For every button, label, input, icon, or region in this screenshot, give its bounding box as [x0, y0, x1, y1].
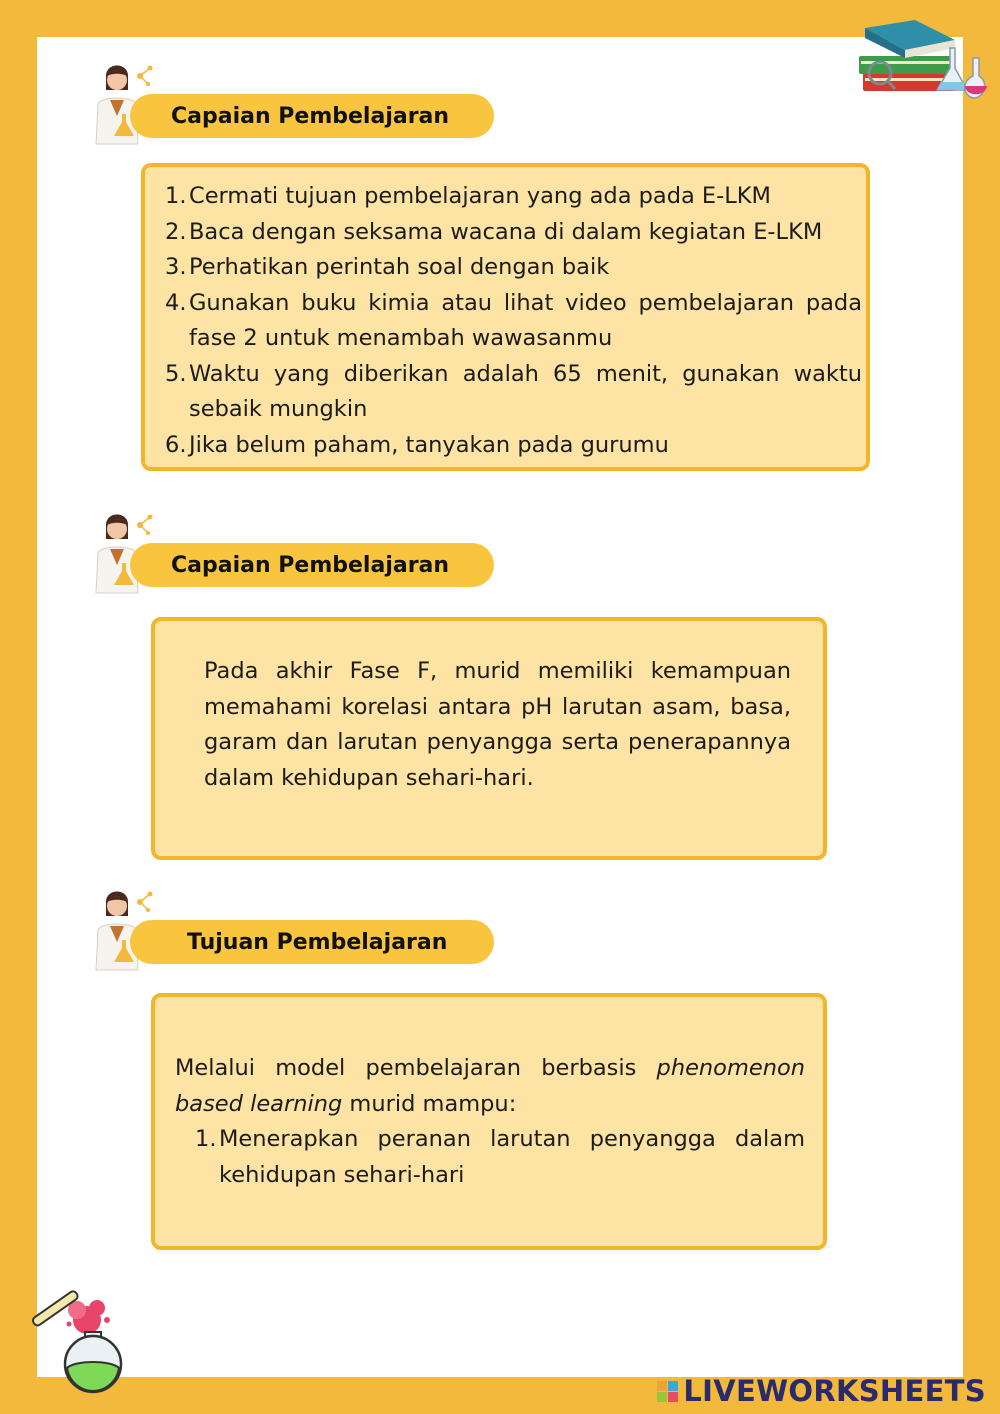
list-text: Perhatikan perintah soal dengan baik [189, 254, 610, 280]
tujuan-card [151, 993, 827, 1250]
list-item [165, 286, 862, 357]
intro-text: Melalui model pembelajaran berbasis [175, 1055, 657, 1081]
intro-emphasis: phenomenon based learning [175, 1055, 805, 1117]
list-item [165, 357, 862, 428]
tujuan-body [175, 1051, 805, 1193]
tujuan-list [195, 1122, 805, 1193]
brand-text: LIVEWORKSHEETS [683, 1374, 986, 1408]
capaian-card [151, 617, 827, 860]
list-text: Menerapkan peranan larutan penyangga dalam kehidupan sehari-hari [219, 1126, 805, 1188]
liveworksheets-logo-icon [657, 1381, 678, 1402]
list-item [165, 250, 862, 286]
list-text: Cermati tujuan pembelajaran yang ada pada E-LKM [189, 183, 771, 209]
capaian-text: Pada akhir Fase F, murid memiliki kemampuan memahami korelasi antara pH larutan asam, basa, garam dan larutan penyangga serta penerapannya dalam kehidupan sehari-hari. [204, 658, 791, 791]
section-title: Capaian Pembelajaran [171, 552, 450, 578]
list-number: 1. [165, 183, 187, 209]
rules-list [165, 179, 862, 463]
liveworksheets-logo [657, 1374, 986, 1408]
list-number: 5. [165, 360, 187, 387]
list-number: 6. [165, 431, 187, 458]
list-text: Baca dengan seksama wacana di dalam kegiatan E-LKM [189, 218, 823, 245]
section-header-tujuan [130, 920, 494, 964]
tujuan-intro [175, 1051, 805, 1122]
list-text: Waktu yang diberikan adalah 65 menit, gunakan waktu sebaik mungkin [189, 360, 862, 422]
list-item [165, 215, 862, 251]
list-text: Jika belum paham, tanyakan pada gurumu [189, 431, 669, 458]
section-title: Capaian Pembelajaran [171, 103, 450, 129]
list-number: 2. [165, 218, 187, 245]
rules-card [141, 163, 870, 471]
intro-text: murid mampu: [342, 1090, 517, 1117]
list-number: 3. [165, 254, 187, 280]
list-text: Gunakan buku kimia atau lihat video pembelajaran pada fase 2 untuk menambah wawasanmu [189, 289, 862, 351]
section-title: Tujuan Pembelajaran [187, 929, 448, 955]
list-number: 1. [195, 1126, 217, 1152]
books-and-flask-icon [855, 18, 990, 103]
list-item [165, 179, 862, 215]
section-header-rules [130, 94, 494, 138]
section-header-capaian [130, 543, 494, 587]
list-item [165, 428, 862, 464]
chemistry-flask-icon [25, 1290, 135, 1395]
list-item [195, 1122, 805, 1193]
list-number: 4. [165, 289, 187, 316]
